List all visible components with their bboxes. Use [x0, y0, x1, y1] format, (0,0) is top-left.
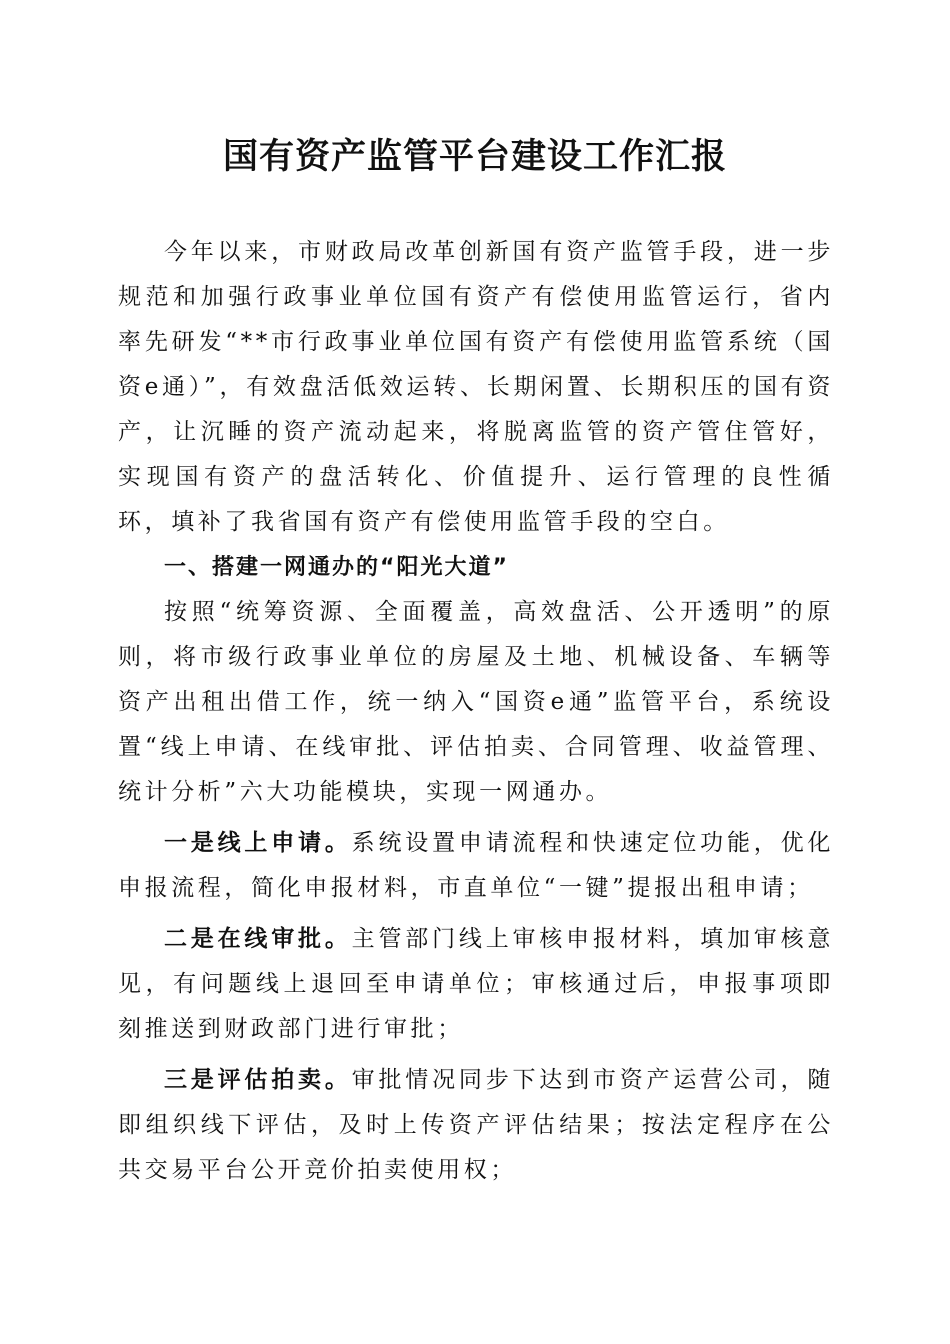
- section-heading: 一、搭建一网通办的“阳光大道”: [164, 555, 509, 580]
- section-paragraph: 按照“统筹资源、全面覆盖，高效盘活、公开透明”的原则，将市级行政事业单位的房屋及土地、机械设备、车辆等资产出租出借工作，统一纳入“国资e通”监管平台，系统设置“线上申请、在线审批、评估拍卖、合同管理、收益管理、统计分析”六大功能模块，实现一网通办。: [118, 599, 834, 805]
- document-body: [118, 230, 834, 1193]
- list-item-lead: 二是在线审批。: [164, 925, 352, 952]
- intro-paragraph: 今年以来，市财政局改革创新国有资产监管手段，进一步规范和加强行政事业单位国有资产有偿使用监管运行，省内率先研发“**市行政事业单位国有资产有偿使用监管系统（国资e通）”，有效盘活低效运转、长期闲置、长期积压的国有资产，让沉睡的资产流动起来，将脱离监管的资产管住管好，实现国有资产的盘活转化、价值提升、运行管理的良性循环，填补了我省国有资产有偿使用监管手段的空白。: [118, 239, 834, 535]
- list-item-lead: 一是线上申请。: [164, 829, 352, 856]
- list-item-text: 审批情况同步下达到市资产运营公司，随即组织线下评估，及时上传资产评估结果；按法定程序在公共交易平台公开竞价拍卖使用权；: [118, 1067, 834, 1183]
- list-item: [118, 1057, 834, 1193]
- document-title: 国有资产监管平台建设工作汇报: [222, 136, 727, 177]
- list-item-text: 主管部门线上审核申报材料，填加审核意见，有问题线上退回至申请单位；审核通过后，申报事项即刻推送到财政部门进行审批；: [118, 926, 834, 1042]
- list-item: [118, 820, 834, 911]
- list-item-text: 系统设置申请流程和快速定位功能，优化申报流程，简化申报材料，市直单位“一键”提报出租申请；: [118, 830, 834, 901]
- list-item-lead: 三是评估拍卖。: [164, 1066, 352, 1093]
- list-item: [118, 916, 834, 1052]
